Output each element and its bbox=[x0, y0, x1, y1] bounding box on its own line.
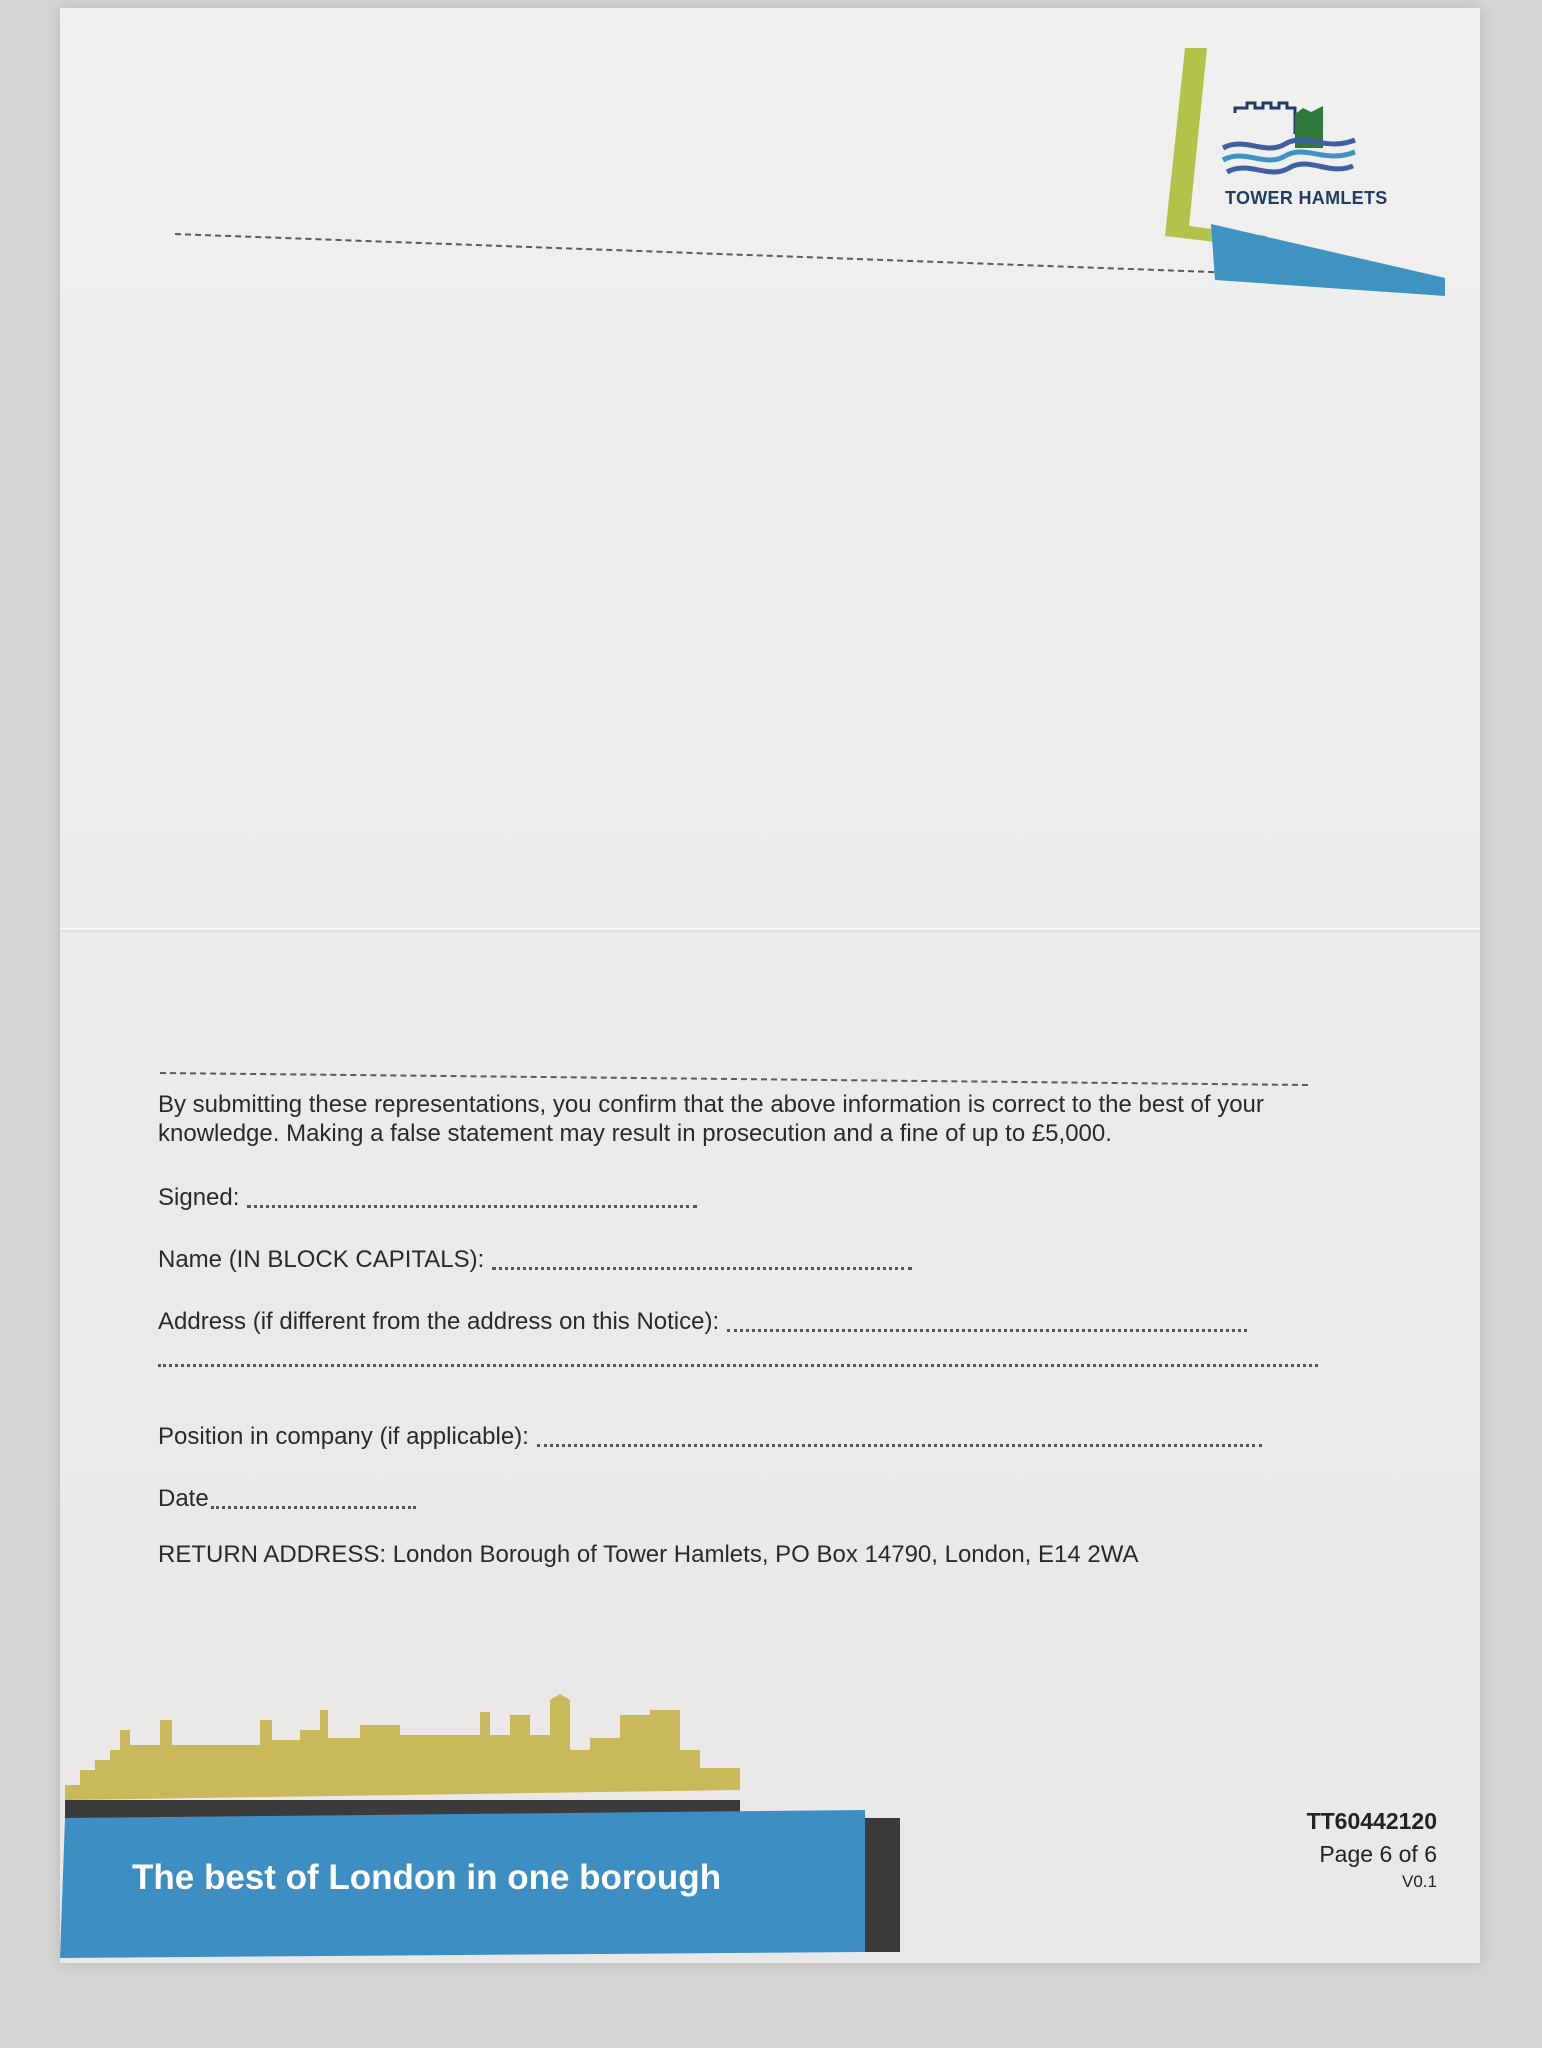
page-number: Page 6 of 6 bbox=[1319, 1841, 1437, 1867]
paper-sheet bbox=[60, 8, 1480, 1963]
position-label: Position in company (if applicable): bbox=[158, 1423, 529, 1450]
date-line[interactable] bbox=[211, 1506, 416, 1509]
reference-number: TT60442120 bbox=[1306, 1808, 1437, 1834]
paper-fold bbox=[60, 928, 1480, 932]
show-through-text bbox=[330, 435, 1230, 735]
date-label: Date bbox=[158, 1485, 209, 1512]
position-field[interactable] bbox=[158, 1417, 1388, 1451]
address-label: Address (if different from the address on this Notice): bbox=[158, 1308, 720, 1335]
address-field[interactable] bbox=[158, 1302, 1388, 1336]
version-number: V0.1 bbox=[1402, 1872, 1437, 1891]
name-line[interactable] bbox=[492, 1267, 912, 1270]
position-line[interactable] bbox=[537, 1444, 1262, 1447]
return-address: RETURN ADDRESS: London Borough of Tower Hamlets, PO Box 14790, London, E14 2WA bbox=[158, 1541, 1139, 1568]
logo-wordmark: TOWER HAMLETS bbox=[1225, 188, 1388, 208]
document-reference bbox=[1307, 1805, 1437, 1893]
footer-tagline: The best of London in one borough bbox=[132, 1858, 722, 1897]
signed-line[interactable] bbox=[247, 1205, 697, 1208]
signed-label: Signed: bbox=[158, 1184, 240, 1211]
declaration-section bbox=[158, 1090, 1388, 1569]
declaration-intro: By submitting these representations, you confirm that the above information is correct to the best of your knowledge. Making a false statement may result in prosecution and a fine of up to £5,000. bbox=[158, 1091, 1264, 1147]
address-line-2[interactable] bbox=[158, 1364, 1318, 1367]
address-line[interactable] bbox=[727, 1329, 1247, 1332]
london-skyline-banner bbox=[60, 1690, 930, 1962]
signed-field[interactable] bbox=[158, 1178, 1388, 1212]
date-field[interactable] bbox=[158, 1479, 1388, 1513]
name-label: Name (IN BLOCK CAPITALS): bbox=[158, 1246, 485, 1273]
name-field[interactable] bbox=[158, 1240, 1388, 1274]
tower-hamlets-logo bbox=[1155, 48, 1445, 298]
